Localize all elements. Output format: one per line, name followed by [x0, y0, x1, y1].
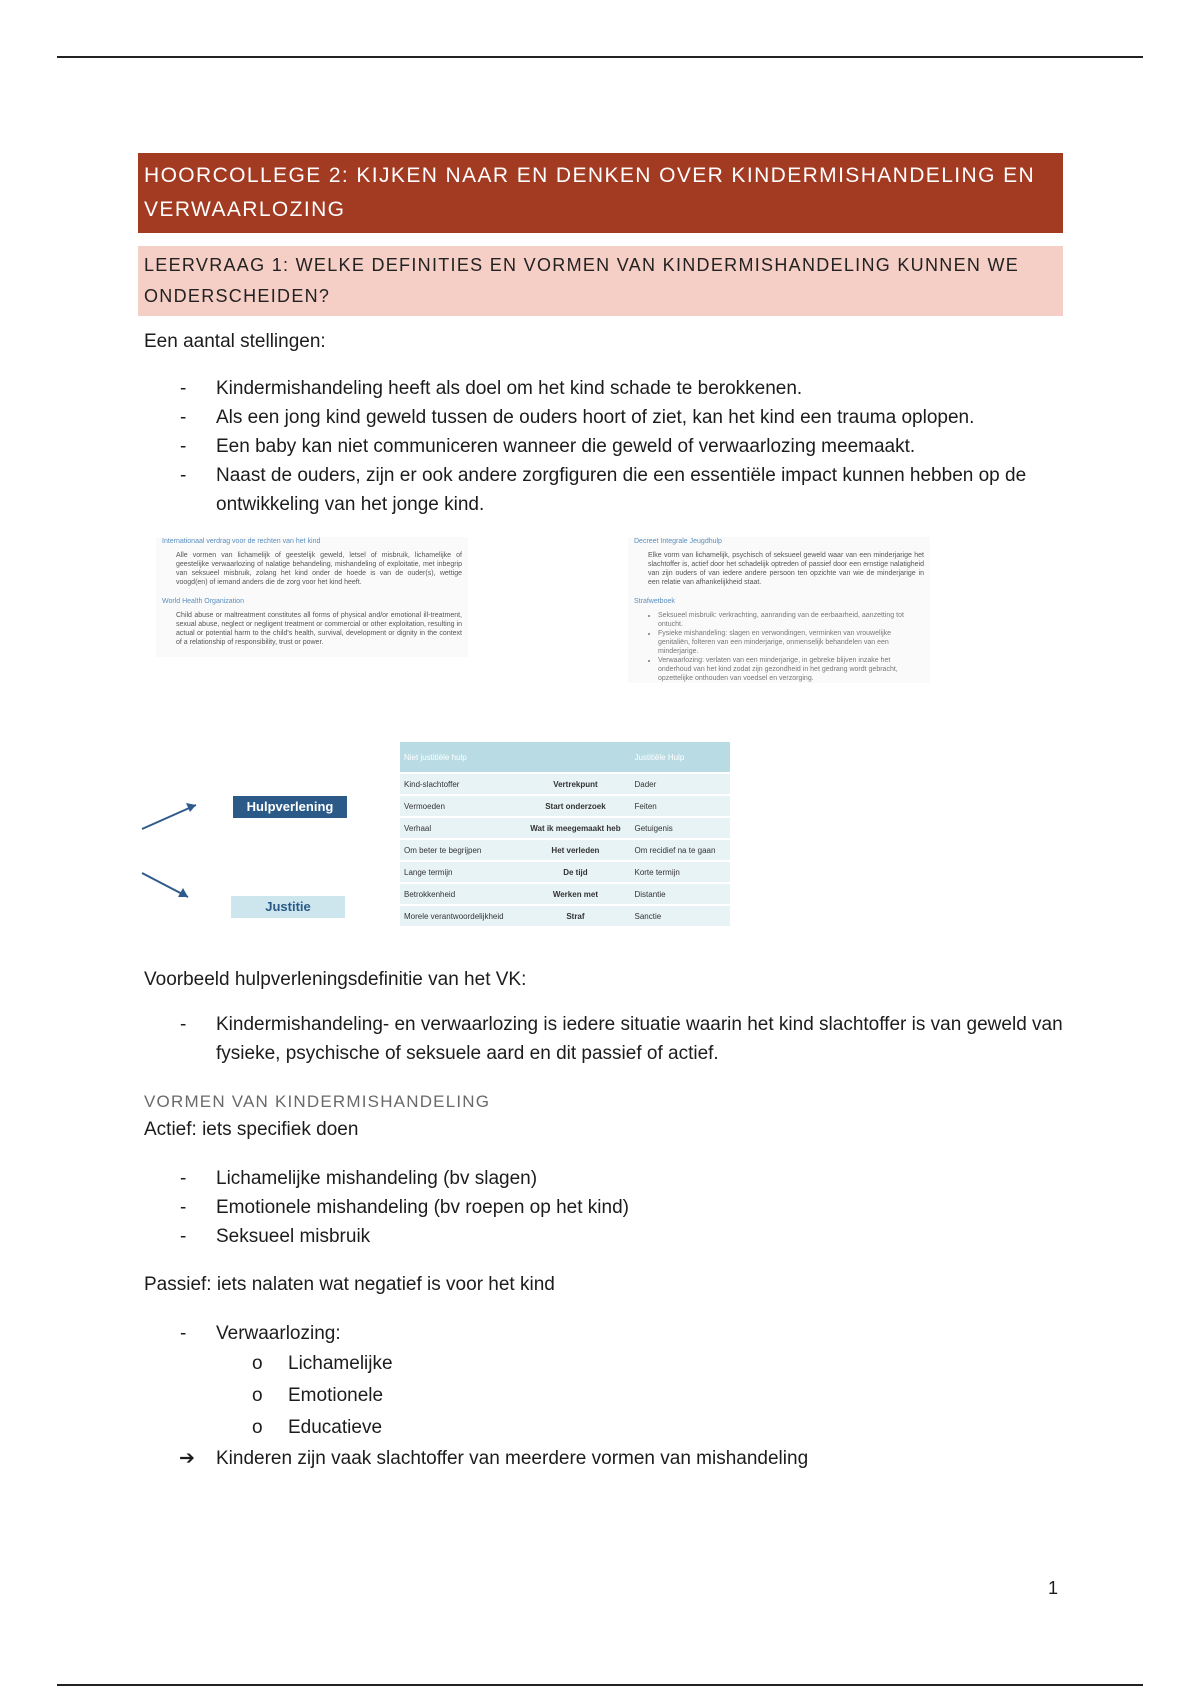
arrow-up-head-icon [186, 803, 196, 812]
table-cell: Feiten [630, 795, 730, 817]
comparison-diagram [138, 742, 1063, 960]
table-row [400, 861, 730, 883]
table-row [400, 795, 730, 817]
list-item: o Emotionele [252, 1385, 384, 1406]
table-cell: Wat ik meegemaakt heb [520, 817, 630, 839]
intro-text: Een aantal stellingen: [144, 331, 326, 352]
section-title: VORMEN VAN KINDERMISHANDELING [144, 1092, 491, 1111]
arrow-graphics [138, 742, 208, 960]
table-cell: Betrokkenheid [400, 883, 520, 905]
list-item: - Emotionele mishandeling (bv roepen op het kind) [180, 1197, 629, 1218]
slide-left-heading-1: Internationaal verdrag voor de rechten van het kind [162, 538, 321, 545]
table-cell: Om beter te begrijpen [400, 839, 520, 861]
comparison-table [400, 742, 730, 926]
slide-right [628, 537, 930, 683]
top-rule [57, 56, 1143, 58]
passive-intro: Passief: iets nalaten wat negatief is voor het kind [144, 1274, 555, 1295]
table-row [400, 839, 730, 861]
definitions-image [138, 537, 1063, 742]
list-item: - Seksueel misbruik [180, 1226, 371, 1247]
table-row [400, 883, 730, 905]
table-cell: Lange termijn [400, 861, 520, 883]
table-cell: Sanctie [630, 905, 730, 926]
table-cell: Vertrekpunt [520, 773, 630, 795]
table-row [400, 773, 730, 795]
table-cell: Morele verantwoordelijkheid [400, 905, 520, 926]
table-cell: Korte termijn [630, 861, 730, 883]
arrow-right-icon: ➔ [179, 1448, 195, 1469]
table-cell: Vermoeden [400, 795, 520, 817]
passive-sublist [138, 1348, 1063, 1444]
slide-left-body-1: Alle vormen van lichamelijk of geestelijk geweld, letsel of misbruik, lichamelijke of geestelijke verwaarlozing of nalatige behandeling, mishandeling of exploitatie, met inbegrip van seksueel misbruik, zolang het kind onder de hoede is van de ouder(s), wettige voogd(en) of iemand anders die de zorg voor het kind heeft. [176, 552, 462, 586]
list-item: • Fysieke mishandeling: slagen en verwondingen, verminken van vrouwelijke genitaliën, folteren van een minderjarige, onmenselijk behandelen van een minderjarige. [658, 629, 924, 656]
table-cell: Kind-slachtoffer [400, 773, 520, 795]
hulpverlening-box: Hulpverlening [233, 796, 347, 818]
list-item: - Kindermishandeling heeft als doel om het kind schade te berokkenen. [180, 378, 803, 399]
table-header: Niet justitiële hulp [400, 742, 520, 773]
table-cell: Werken met [520, 883, 630, 905]
vk-list [138, 1010, 1063, 1068]
passive-list [138, 1319, 1063, 1348]
list-item: • Seksueel misbruik: verkrachting, aanranding van de eerbaarheid, aanzetting tot ontucht. [658, 611, 924, 629]
list-item: - Als een jong kind geweld tussen de ouders hoort of ziet, kan het kind een trauma oplopen. [180, 407, 975, 428]
heading-1: HOORCOLLEGE 2: KIJKEN NAAR EN DENKEN OVER KINDERMISHANDELING EN VERWAARLOZING [138, 153, 1063, 233]
page-number: 1 [1047, 1578, 1058, 1598]
slide-left [156, 537, 468, 657]
table-cell: Dader [630, 773, 730, 795]
table-cell: De tijd [520, 861, 630, 883]
active-list [138, 1164, 1063, 1251]
list-item: - Verwaarlozing: [180, 1323, 341, 1344]
table-cell: Start onderzoek [520, 795, 630, 817]
table-header [520, 742, 630, 773]
conclusion-line [138, 1444, 1063, 1474]
conclusion-text: Kinderen zijn vaak slachtoffer van meerdere vormen van mishandeling [216, 1448, 809, 1469]
list-item: - Naast de ouders, zijn er ook andere zorgfiguren die een essentiële impact kunnen hebben op de ontwikkeling van het jonge kind. [180, 465, 1027, 515]
page-content [138, 153, 1063, 1474]
justitie-box: Justitie [231, 896, 345, 918]
vk-intro: Voorbeeld hulpverleningsdefinitie van het VK: [144, 969, 527, 990]
list-item: - Kindermishandeling- en verwaarlozing is iedere situatie waarin het kind slachtoffer is van geweld van fysieke, psychische of seksuele aard en dit passief of actief. [180, 1014, 1063, 1064]
arrow-up-icon [142, 805, 196, 829]
table-cell: Het verleden [520, 839, 630, 861]
list-item: • Verwaarlozing: verlaten van een minderjarige, in gebreke blijven inzake het onderhoud van het kind zodat zijn gezondheid in het gedrang wordt gebracht, opzettelijke onthouden van voedsel en verzorging. [658, 656, 924, 683]
heading-2: LEERVRAAG 1: WELKE DEFINITIES EN VORMEN VAN KINDERMISHANDELING KUNNEN WE ONDERSCHEIDEN? [138, 246, 1063, 316]
slide-left-body-2: Child abuse or maltreatment constitutes all forms of physical and/or emotional ill-treatment, sexual abuse, neglect or negligent treatment or commercial or other exploitation, resulting in actual or potential harm to the child's health, survival, development or dignity in the context of a relationship of responsibility, trust or power. [176, 612, 462, 646]
table-header: Justitiële Hulp [630, 742, 730, 773]
table-cell: Straf [520, 905, 630, 926]
table-row [400, 905, 730, 926]
table-cell: Verhaal [400, 817, 520, 839]
slide-right-body-1: Elke vorm van lichamelijk, psychisch of seksueel geweld waar van een minderjarige het slachtoffer is, actief door het schadelijk optreden of passief door een ernstige nalatigheid van zijn ouders of van iedere andere persoon ten opzichte van wie de minderjarige in een relatie van afhankelijkheid staat. [648, 552, 924, 586]
active-intro: Actief: iets specifiek doen [144, 1119, 359, 1140]
slide-right-heading-1: Decreet Integrale Jeugdhulp [634, 538, 722, 545]
list-item: o Educatieve [252, 1417, 383, 1438]
list-item: - Een baby kan niet communiceren wanneer die geweld of verwaarlozing meemaakt. [180, 436, 916, 457]
list-item: o Lichamelijke [252, 1353, 393, 1374]
table-cell: Distantie [630, 883, 730, 905]
slide-left-heading-2: World Health Organization [162, 598, 244, 605]
table-cell: Getuigenis [630, 817, 730, 839]
bottom-rule [57, 1684, 1143, 1686]
list-item: - Lichamelijke mishandeling (bv slagen) [180, 1168, 538, 1189]
table-row [400, 817, 730, 839]
slide-right-list [648, 611, 924, 683]
statement-list [138, 374, 1063, 519]
table-header-row [400, 742, 730, 773]
table-cell: Om recidief na te gaan [630, 839, 730, 861]
slide-right-heading-2: Strafwetboek [634, 598, 675, 605]
